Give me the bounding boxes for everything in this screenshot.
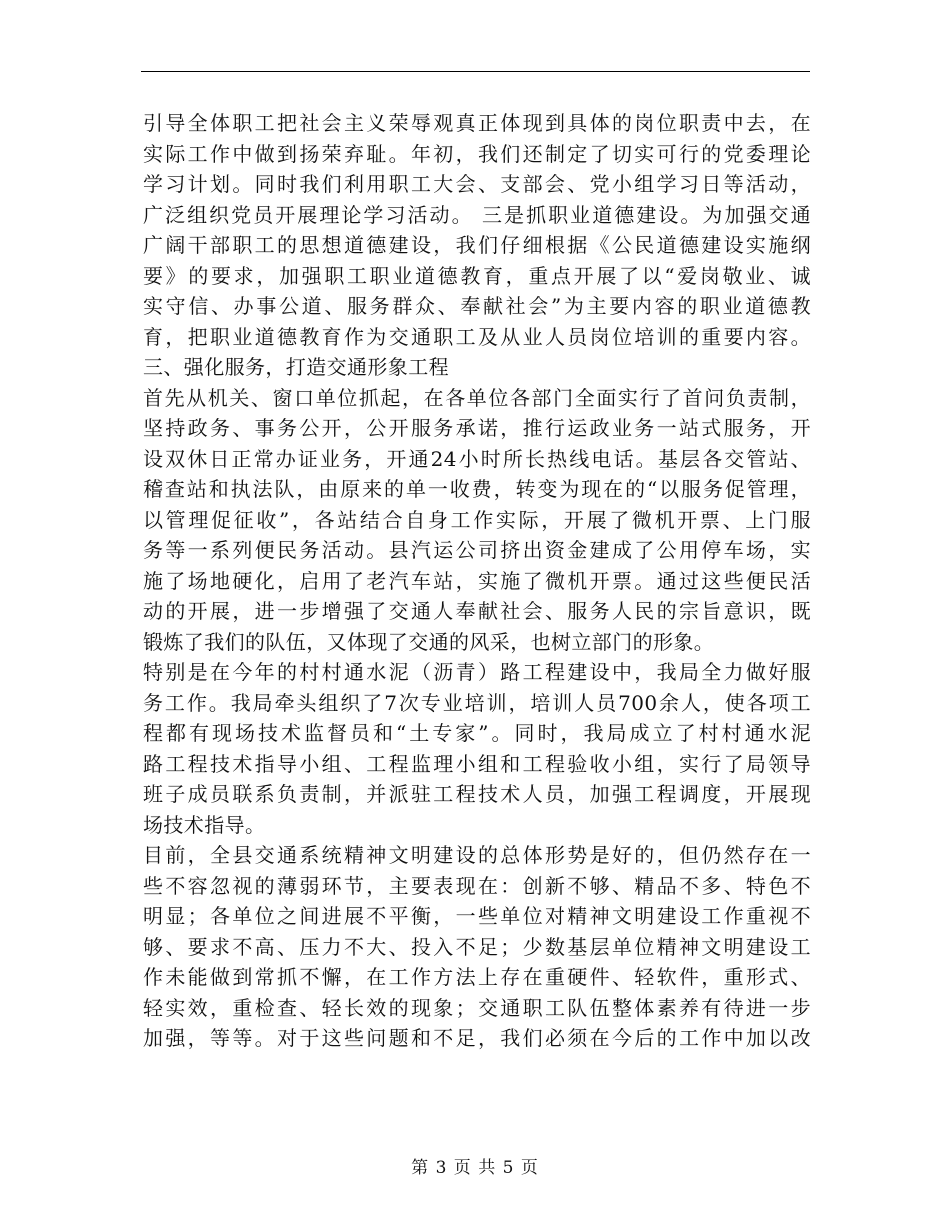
text-line: 动的开展，进一步增强了交通人奉献社会、服务人民的宗旨意识，既: [143, 599, 811, 623]
text-line: 明显；各单位之间进展不平衡，一些单位对精神文明建设工作重视不: [143, 904, 811, 928]
text-line: 要》的要求，加强职工职业道德教育，重点开展了以“爱岗敬业、诚: [143, 263, 811, 288]
text-line: 学习计划。同时我们利用职工大会、支部会、党小组学习日等活动，: [143, 172, 811, 196]
text-line: 三、强化服务，打造交通形象工程: [143, 355, 449, 379]
text-line: 够、要求不高、压力不大、投入不足；少数基层单位精神文明建设工: [143, 934, 811, 959]
page-footer: 第 3 页 共 5 页: [411, 1158, 539, 1178]
text-line: 实际工作中做到扬荣弃耻。年初，我们还制定了切实可行的党委理论: [143, 141, 811, 166]
text-line: 作未能做到常抓不懈，在工作方法上存在重硬件、轻软件，重形式、: [143, 965, 811, 989]
text-line: 稽查站和执法队，由原来的单一收费，转变为现在的“以服务促管理，: [143, 477, 811, 501]
text-line: 施了场地硬化，启用了老汽车站，实施了微机开票。通过这些便民活: [143, 568, 811, 593]
text-line: 务工作。我局牵头组织了7次专业培训，培训人员700余人，使各项工: [143, 690, 811, 715]
text-line: 以管理促征收”，各站结合自身工作实际，开展了微机开票、上门服: [143, 507, 811, 532]
header-rule: [141, 71, 810, 72]
text-line: 引导全体职工把社会主义荣辱观真正体现到具体的岗位职责中去，在: [143, 111, 811, 135]
text-line: 目前，全县交通系统精神文明建设的总体形势是好的，但仍然存在一: [143, 843, 811, 867]
text-line: 设双休日正常办证业务，开通24小时所长热线电话。基层各交管站、: [143, 446, 811, 471]
text-line: 加强，等等。对于这些问题和不足，我们必须在今后的工作中加以改: [143, 1026, 811, 1050]
body-text: [143, 108, 811, 1054]
text-line: 育，把职业道德教育作为交通职工及从业人员岗位培训的重要内容。: [143, 324, 811, 349]
text-line: 广泛组织党员开展理论学习活动。 三是抓职业道德建设。为加强交通: [143, 202, 811, 227]
text-line: 坚持政务、事务公开，公开服务承诺，推行运政业务一站式服务，开: [143, 416, 811, 440]
text-line: 路工程技术指导小组、工程监理小组和工程验收小组，实行了局领导: [143, 751, 811, 776]
text-line: 务等一系列便民务活动。县汽运公司挤出资金建成了公用停车场，实: [143, 538, 811, 562]
text-line: 广阔干部职工的思想道德建设，我们仔细根据《公民道德建设实施纲: [143, 233, 811, 257]
text-line: 实守信、办事公道、服务群众、奉献社会”为主要内容的职业道德教: [143, 294, 811, 318]
text-line: 班子成员联系负责制，并派驻工程技术人员，加强工程调度，开展现: [143, 782, 811, 806]
text-line: 程都有现场技术监督员和“土专家”。同时，我局成立了村村通水泥: [143, 721, 811, 745]
text-line: 特别是在今年的村村通水泥（沥青）路工程建设中，我局全力做好服: [143, 660, 811, 684]
text-line: 首先从机关、窗口单位抓起，在各单位各部门全面实行了首问负责制，: [143, 385, 811, 410]
text-line: 锻炼了我们的队伍，又体现了交通的风采，也树立部门的形象。: [143, 629, 715, 654]
text-line: 场技术指导。: [143, 812, 266, 837]
text-line: 些不容忽视的薄弱环节，主要表现在：创新不够、精品不多、特色不: [143, 873, 811, 898]
text-line: 轻实效，重检查、轻长效的现象；交通职工队伍整体素养有待进一步: [143, 995, 811, 1020]
